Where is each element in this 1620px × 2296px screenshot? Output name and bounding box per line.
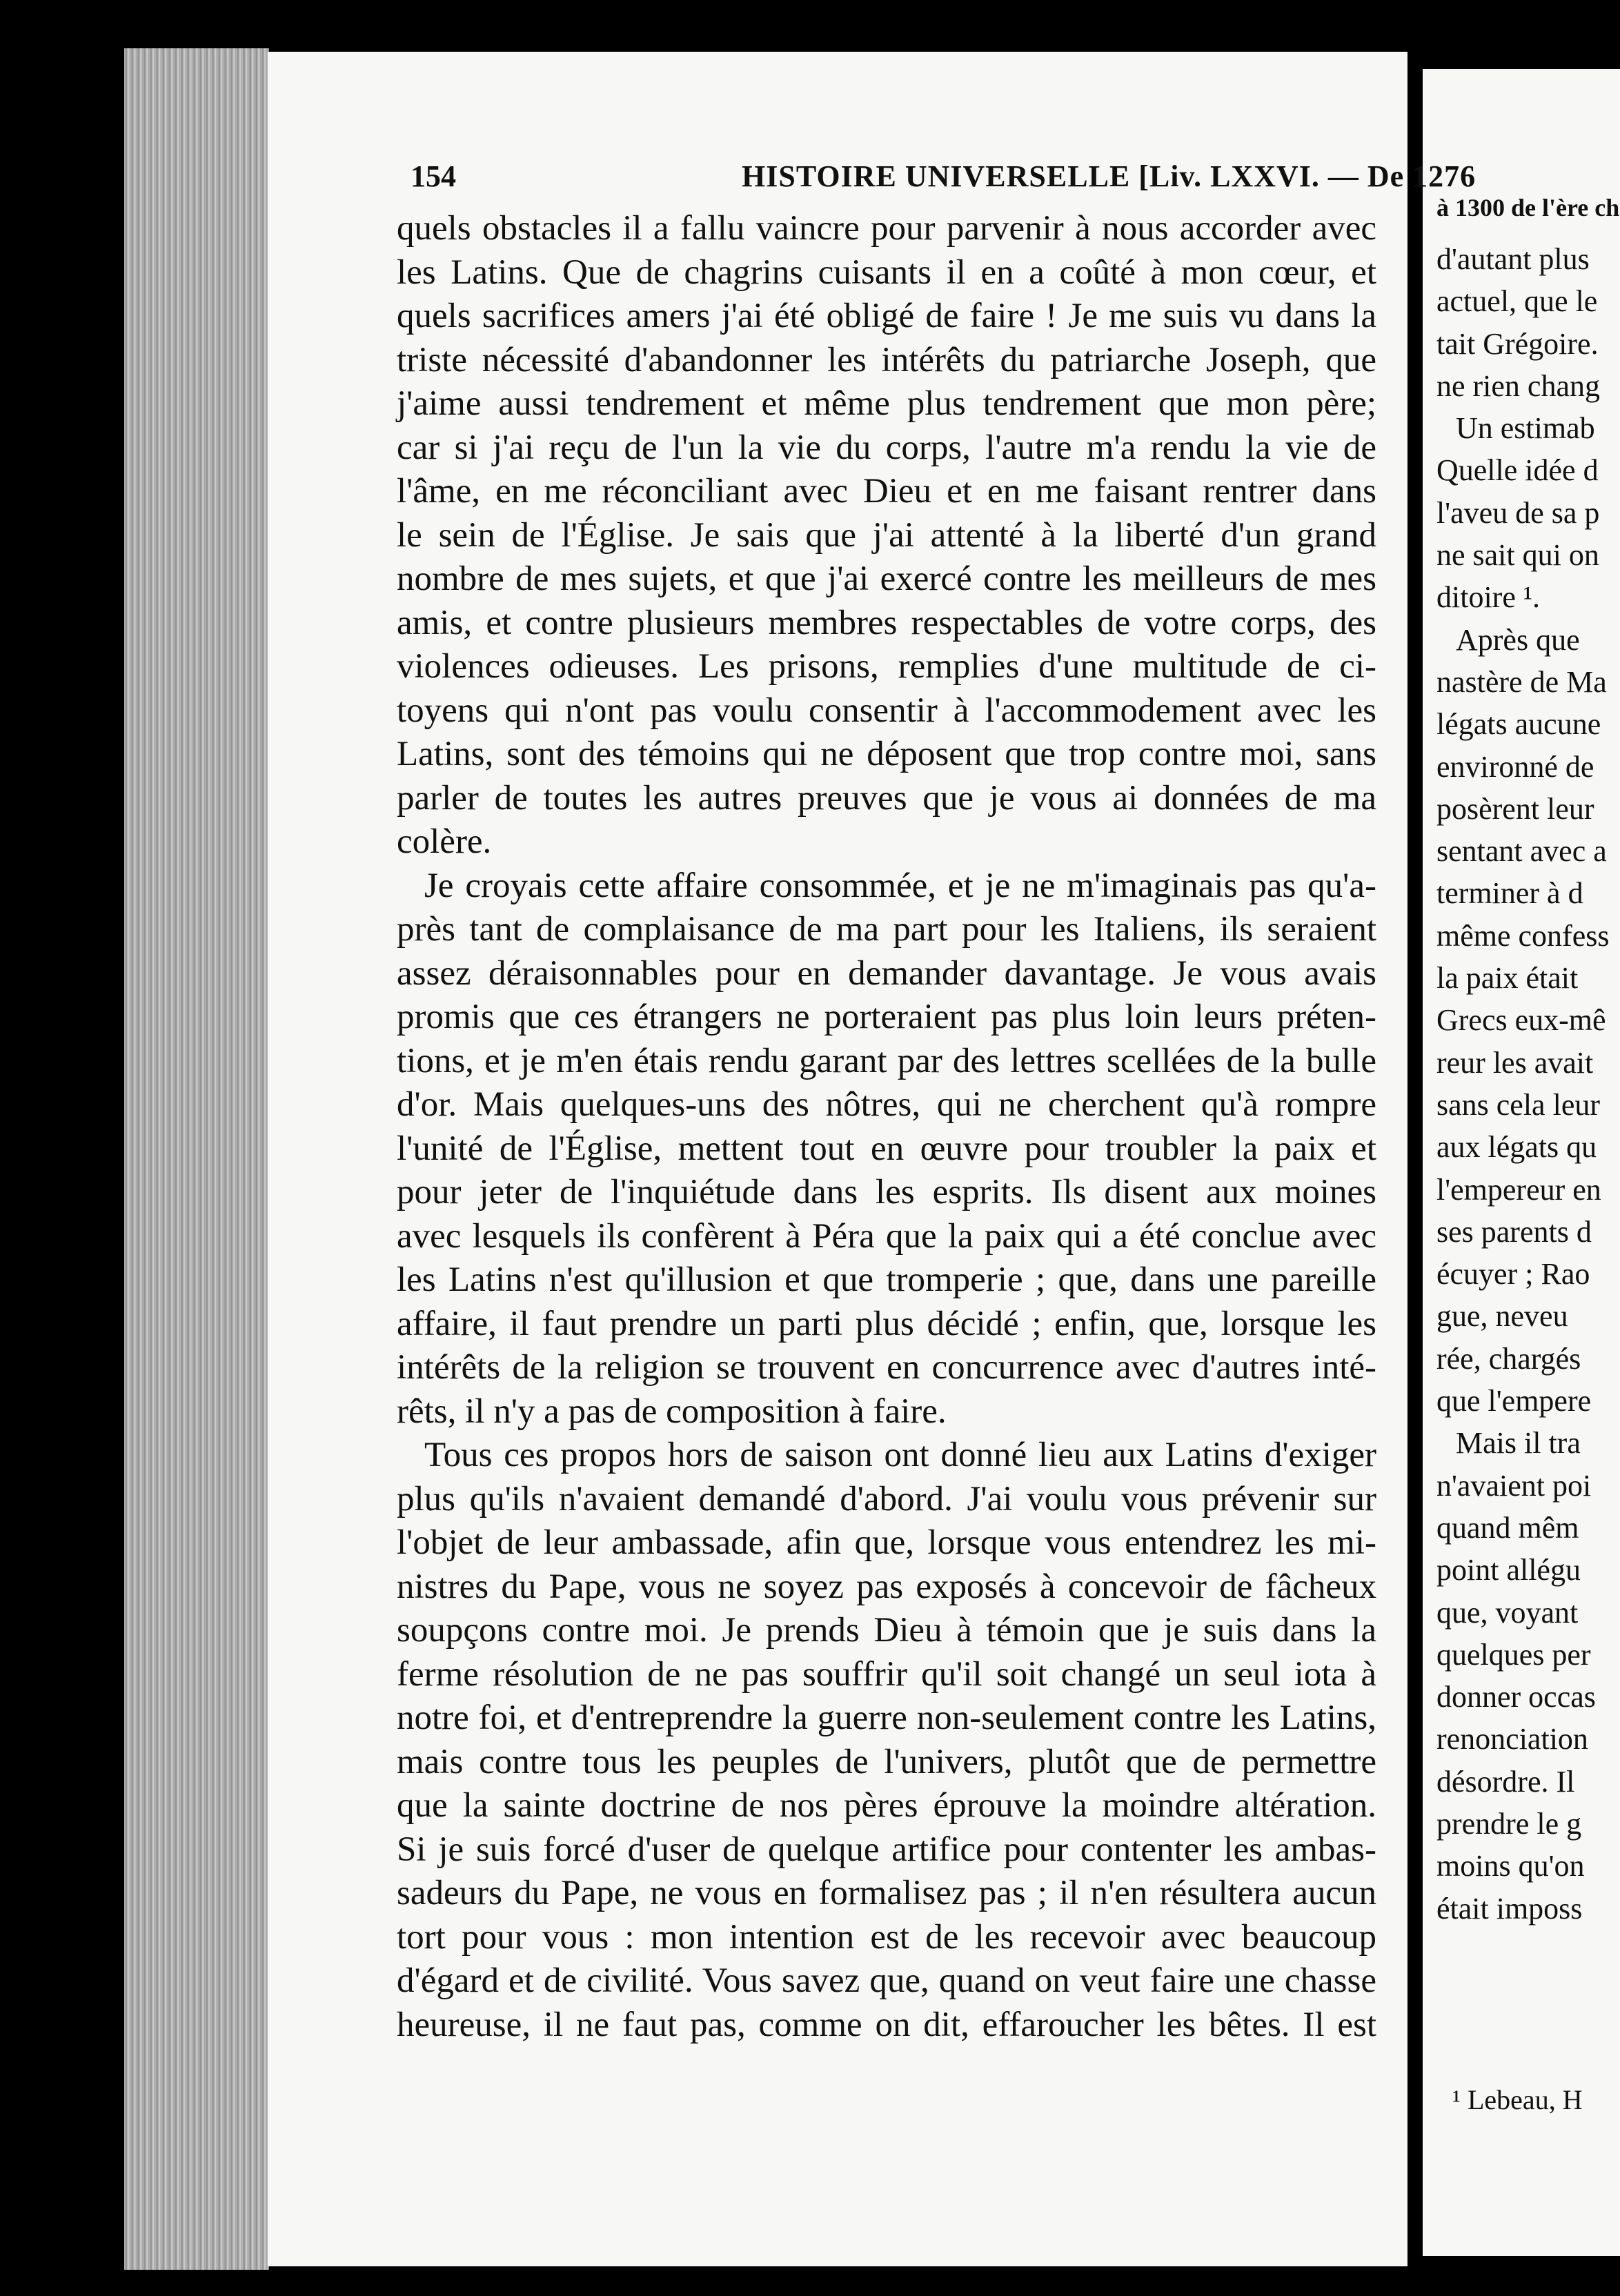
text-line: n'avaient poi	[1436, 1468, 1592, 1503]
text-line: ne rien chang	[1436, 368, 1600, 403]
text-line: promis que ces étrangers ne porteraient pas plus loin leurs préten-	[397, 998, 1376, 1036]
text-line: posèrent leur	[1436, 791, 1594, 826]
text-line: que la sainte doctrine de nos pères éprouve la moindre altération.	[397, 1786, 1376, 1825]
text-line: l'aveu de sa p	[1436, 495, 1600, 530]
text-line: point allégu	[1436, 1553, 1581, 1587]
text-line: Grecs eux-mê	[1436, 1003, 1606, 1038]
text-line: nastère de Ma	[1436, 664, 1607, 699]
page-edges	[124, 48, 269, 2270]
text-line: avec lesquels ils confèrent à Péra que la paix qui a été conclue avec	[397, 1216, 1376, 1256]
text-line: aux légats qu	[1436, 1130, 1597, 1165]
text-line: près tant de complaisance de ma part pour les Italiens, ils seraient	[397, 910, 1376, 949]
text-line: affaire, il faut prendre un parti plus décidé ; enfin, que, lorsque les	[397, 1304, 1376, 1343]
text-line: plus qu'ils n'avaient demandé d'abord. J'ai voulu vous prévenir sur	[397, 1479, 1376, 1518]
text-line: quelques per	[1436, 1637, 1591, 1672]
text-line: mais contre tous les peuples de l'univers, plutôt que de permettre	[397, 1742, 1376, 1781]
text-line: reur les avait	[1436, 1045, 1594, 1080]
text-line: ferme résolution de ne pas souffrir qu'il soit changé un seul iota à	[397, 1654, 1376, 1694]
text-line: Un estimab	[1456, 411, 1595, 446]
text-line: j'aime aussi tendrement et même plus tendrement que mon père;	[397, 384, 1376, 423]
text-line: nistres du Pape, vous ne soyez pas exposés à concevoir de fâcheux	[397, 1567, 1376, 1606]
text-line: quels obstacles il a fallu vaincre pour parvenir à nous accorder avec	[397, 209, 1376, 248]
text-line: parler de toutes les autres preuves que je vous ai données de ma	[397, 778, 1376, 818]
running-title: HISTOIRE UNIVERSELLE [Liv. LXXVI. — De 1276	[742, 159, 1476, 193]
text-line: Latins, sont des témoins qui ne déposent que trop contre moi, sans	[397, 735, 1376, 773]
page-number: 154	[411, 159, 456, 193]
text-line: Je croyais cette affaire consommée, et je ne m'imaginais pas qu'a-	[424, 866, 1376, 905]
text-line: intérêts de la religion se trouvent en concurrence avec d'autres inté-	[397, 1348, 1376, 1387]
text-line: rée, chargés	[1436, 1341, 1581, 1376]
text-line: amis, et contre plusieurs membres respectables de votre corps, des	[397, 603, 1376, 642]
text-line: Quelle idée d	[1436, 453, 1599, 488]
text-line: colère.	[397, 822, 492, 861]
text-line: toyens qui n'ont pas voulu consentir à l'accommodement avec les	[397, 691, 1376, 730]
text-line: pour jeter de l'inquiétude dans les esprits. Ils disent aux moines	[397, 1173, 1376, 1211]
text-line: que, voyant	[1436, 1595, 1579, 1630]
text-line: même confess	[1436, 918, 1610, 953]
text-line: légats aucune	[1436, 707, 1601, 742]
text-line: sans cela leur	[1436, 1087, 1600, 1122]
text-line: d'égard et de civilité. Vous savez que, quand on veut faire une chasse	[397, 1961, 1376, 2000]
text-line: donner occas	[1436, 1680, 1596, 1714]
right-page-header: à 1300 de l'ère ch	[1436, 194, 1620, 221]
right-page-text	[1436, 238, 1620, 1930]
text-line: triste nécessité d'abandonner les intérêts du patriarche Joseph, que	[397, 340, 1376, 379]
text-line: heureuse, il ne faut pas, comme on dit, effaroucher les bêtes. Il est	[397, 2005, 1376, 2044]
text-line: nombre de mes sujets, et que j'ai exercé contre les meilleurs de mes	[397, 560, 1376, 598]
text-line: tait Grégoire.	[1436, 326, 1599, 361]
text-line: car si j'ai reçu de l'un la vie du corps, l'autre m'a rendu la vie de	[397, 428, 1376, 467]
text-line: que l'empere	[1436, 1384, 1592, 1418]
text-line: Mais il tra	[1456, 1426, 1581, 1461]
text-line: assez déraisonnables pour en demander davantage. Je vous avais	[397, 953, 1376, 993]
body-text	[397, 207, 1376, 2047]
right-page-footnote: ¹ Lebeau, H	[1452, 2084, 1583, 2115]
text-line: tions, et je m'en étais rendu garant par des lettres scellées de la bulle	[397, 1041, 1376, 1080]
text-line: rêts, il n'y a pas de composition à faire.	[397, 1392, 947, 1431]
text-line: l'unité de l'Église, mettent tout en œuvre pour troubler la paix et	[397, 1129, 1376, 1168]
text-line: quand mêm	[1436, 1510, 1579, 1545]
text-line: sentant avec a	[1436, 834, 1607, 869]
text-line: était imposs	[1436, 1891, 1583, 1926]
text-line: environné de	[1436, 749, 1594, 784]
text-line: ses parents d	[1436, 1214, 1592, 1249]
text-line: terminer à d	[1436, 876, 1583, 911]
text-line: actuel, que le	[1436, 284, 1598, 319]
text-line: renonciation	[1436, 1722, 1588, 1756]
text-line: Si je suis forcé d'user de quelque artifice pour contenter les ambas-	[397, 1830, 1376, 1869]
text-line: violences odieuses. Les prisons, remplies d'une multitude de ci-	[397, 647, 1376, 686]
text-line: le sein de l'Église. Je sais que j'ai attenté à la liberté d'un grand	[397, 515, 1376, 555]
text-line: les Latins n'est qu'illusion et que tromperie ; que, dans une pareille	[397, 1260, 1376, 1299]
text-line: écuyer ; Rao	[1436, 1257, 1590, 1292]
text-line: prendre le g	[1436, 1806, 1582, 1841]
text-line: Après que	[1456, 622, 1580, 657]
text-line: l'âme, en me réconciliant avec Dieu et en me faisant rentrer dans	[397, 472, 1376, 511]
text-line: ne sait qui on	[1436, 538, 1599, 573]
text-line: gue, neveu	[1436, 1299, 1568, 1334]
text-line: l'objet de leur ambassade, afin que, lorsque vous entendrez les mi-	[397, 1523, 1376, 1562]
text-line: les Latins. Que de chagrins cuisants il en a coûté à mon cœur, et	[397, 253, 1376, 292]
text-line: d'or. Mais quelques-uns des nôtres, qui ne cherchent qu'à rompre	[397, 1085, 1376, 1124]
text-line: Tous ces propos hors de saison ont donné lieu aux Latins d'exiger	[424, 1436, 1376, 1474]
text-line: sadeurs du Pape, ne vous en formalisez pas ; il n'en résultera aucun	[397, 1874, 1376, 1912]
text-line: l'empereur en	[1436, 1172, 1601, 1207]
text-line: soupçons contre moi. Je prends Dieu à témoin que je suis dans la	[397, 1611, 1376, 1650]
text-line: notre foi, et d'entreprendre la guerre non-seulement contre les Latins,	[397, 1699, 1376, 1737]
text-line: quels sacrifices amers j'ai été obligé de faire ! Je me suis vu dans la	[397, 297, 1376, 335]
text-line: tort pour vous : mon intention est de les recevoir avec beaucoup	[397, 1917, 1376, 1957]
text-line: moins qu'on	[1436, 1849, 1585, 1883]
text-line: d'autant plus	[1436, 242, 1590, 276]
text-line: désordre. Il	[1436, 1764, 1575, 1799]
page-header	[411, 155, 1476, 204]
text-line: la paix était	[1436, 961, 1579, 996]
text-line: ditoire ¹.	[1436, 580, 1541, 615]
